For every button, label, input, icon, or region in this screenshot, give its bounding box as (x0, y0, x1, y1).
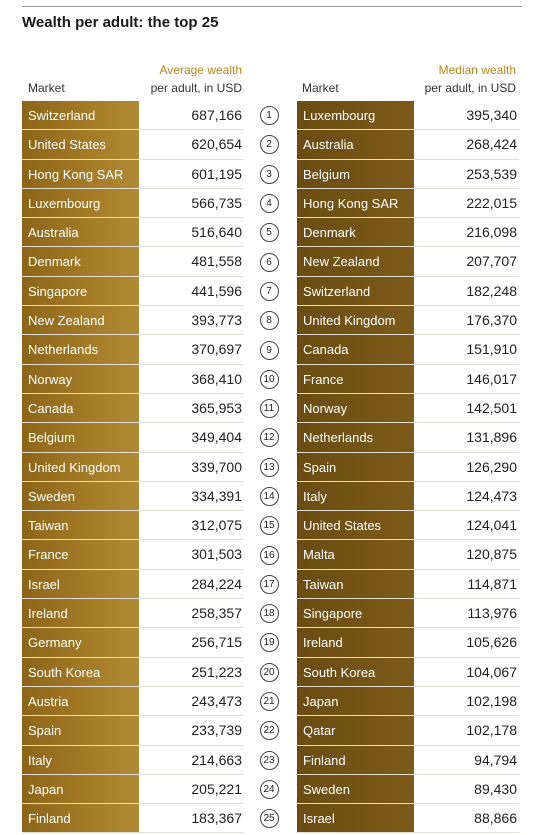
rank-badge: 14 (260, 487, 279, 506)
average-row (22, 658, 244, 687)
average-row (22, 277, 244, 306)
rank-badge: 7 (260, 282, 279, 301)
rank-badge: 13 (260, 458, 279, 477)
median-value-cell: 176,370 (466, 312, 517, 329)
average-market-cell: Hong Kong SAR (22, 160, 139, 188)
rank-badge: 5 (260, 223, 279, 242)
median-value-cell: 131,896 (466, 429, 517, 446)
median-market-cell: Hong Kong SAR (297, 189, 414, 217)
average-market-cell: Israel (22, 570, 139, 598)
average-market-cell: New Zealand (22, 306, 139, 334)
rank-item (255, 394, 283, 423)
median-market-cell: United Kingdom (297, 306, 414, 334)
left-value-header-line2: per adult, in USD (150, 81, 242, 95)
average-market-cell: Denmark (22, 247, 139, 275)
average-market-cell: Netherlands (22, 335, 139, 363)
rank-item (255, 453, 283, 482)
median-value-cell: 207,707 (466, 253, 517, 270)
median-row (297, 775, 519, 804)
average-value-cell: 183,367 (191, 810, 242, 827)
average-market-cell: United States (22, 130, 139, 158)
median-row (297, 247, 519, 276)
average-row (22, 687, 244, 716)
average-wealth-table (22, 101, 244, 833)
median-market-cell: Denmark (297, 218, 414, 246)
rank-item (255, 511, 283, 540)
rank-badge: 11 (260, 399, 279, 418)
rank-item (255, 570, 283, 599)
average-value-cell: 312,075 (191, 517, 242, 534)
rank-item (255, 746, 283, 775)
average-row (22, 130, 244, 159)
median-row (297, 423, 519, 452)
median-value-cell: 102,178 (466, 722, 517, 739)
median-value-cell: 395,340 (466, 107, 517, 123)
rank-badge: 20 (260, 663, 279, 682)
median-market-cell: Norway (297, 394, 414, 422)
median-row (297, 804, 519, 833)
average-value-cell: 205,221 (191, 780, 242, 797)
average-market-cell: Taiwan (22, 511, 139, 539)
average-row (22, 716, 244, 745)
median-value-cell: 126,290 (466, 458, 517, 475)
average-market-cell: Ireland (22, 599, 139, 627)
median-row (297, 716, 519, 745)
rank-item (255, 599, 283, 628)
right-value-header-line1: Median wealth (438, 63, 516, 77)
median-value-cell: 88,866 (474, 810, 517, 827)
average-row (22, 482, 244, 511)
top-rule (22, 6, 522, 7)
median-value-cell: 104,067 (466, 663, 517, 680)
rank-item (255, 482, 283, 511)
rank-badge: 19 (260, 633, 279, 652)
median-value-cell: 182,248 (466, 282, 517, 299)
rank-badge: 21 (260, 692, 279, 711)
median-row (297, 453, 519, 482)
rank-item (255, 335, 283, 364)
average-row (22, 570, 244, 599)
average-value-cell: 339,700 (191, 458, 242, 475)
rank-item (255, 775, 283, 804)
average-row (22, 218, 244, 247)
average-market-cell: Norway (22, 365, 139, 393)
average-row (22, 511, 244, 540)
average-row (22, 599, 244, 628)
median-market-cell: France (297, 365, 414, 393)
rank-item (255, 804, 283, 833)
median-row (297, 570, 519, 599)
median-value-cell: 105,626 (466, 634, 517, 651)
median-value-cell: 120,875 (466, 546, 517, 563)
average-market-cell: Germany (22, 628, 139, 656)
median-market-cell: Taiwan (297, 570, 414, 598)
average-market-cell: Italy (22, 746, 139, 774)
rank-column (255, 101, 283, 833)
average-row (22, 804, 244, 833)
average-row (22, 189, 244, 218)
average-market-cell: South Korea (22, 658, 139, 686)
median-row (297, 599, 519, 628)
average-market-cell: Australia (22, 218, 139, 246)
median-value-cell: 102,198 (466, 692, 517, 709)
rank-item (255, 306, 283, 335)
right-market-header: Market (302, 81, 339, 95)
average-row (22, 101, 244, 130)
average-market-cell: France (22, 540, 139, 568)
rank-item (255, 423, 283, 452)
median-row (297, 746, 519, 775)
median-row (297, 365, 519, 394)
rank-item (255, 101, 283, 130)
average-row (22, 540, 244, 569)
average-market-cell: United Kingdom (22, 453, 139, 481)
average-row (22, 423, 244, 452)
average-value-cell: 233,739 (191, 722, 242, 739)
median-row (297, 130, 519, 159)
rank-item (255, 687, 283, 716)
page-title: Wealth per adult: the top 25 (22, 14, 219, 31)
median-row (297, 189, 519, 218)
average-value-cell: 620,654 (191, 136, 242, 153)
average-row (22, 306, 244, 335)
rank-item (255, 628, 283, 657)
median-market-cell: Malta (297, 540, 414, 568)
median-market-cell: South Korea (297, 658, 414, 686)
rank-badge: 17 (260, 575, 279, 594)
median-row (297, 628, 519, 657)
average-value-cell: 687,166 (191, 107, 242, 123)
median-market-cell: United States (297, 511, 414, 539)
median-row (297, 306, 519, 335)
median-row (297, 335, 519, 364)
average-row (22, 247, 244, 276)
median-market-cell: Sweden (297, 775, 414, 803)
right-value-header (405, 61, 516, 97)
right-value-header-line2: per adult, in USD (424, 81, 516, 95)
median-value-cell: 146,017 (466, 370, 517, 387)
rank-badge: 2 (260, 135, 279, 154)
rank-item (255, 218, 283, 247)
median-market-cell: Japan (297, 687, 414, 715)
average-value-cell: 256,715 (191, 634, 242, 651)
average-value-cell: 243,473 (191, 692, 242, 709)
median-row (297, 277, 519, 306)
rank-badge: 8 (260, 311, 279, 330)
average-row (22, 160, 244, 189)
median-value-cell: 113,976 (467, 605, 517, 622)
median-market-cell: Netherlands (297, 423, 414, 451)
rank-item (255, 540, 283, 569)
average-row (22, 746, 244, 775)
rank-item (255, 189, 283, 218)
rank-item (255, 277, 283, 306)
average-market-cell: Canada (22, 394, 139, 422)
average-value-cell: 481,558 (191, 253, 242, 270)
median-value-cell: 253,539 (466, 165, 517, 182)
median-value-cell: 151,910 (466, 341, 517, 358)
rank-badge: 12 (260, 428, 279, 447)
median-value-cell: 89,430 (474, 780, 517, 797)
average-market-cell: Spain (22, 716, 139, 744)
average-value-cell: 214,663 (191, 751, 242, 768)
rank-item (255, 160, 283, 189)
left-value-header (138, 61, 242, 97)
median-row (297, 482, 519, 511)
rank-badge: 18 (260, 604, 279, 623)
rank-badge: 4 (260, 194, 279, 213)
average-value-cell: 368,410 (191, 370, 242, 387)
rank-item (255, 365, 283, 394)
median-market-cell: Ireland (297, 628, 414, 656)
average-market-cell: Belgium (22, 423, 139, 451)
average-value-cell: 334,391 (191, 487, 242, 504)
rank-item (255, 130, 283, 159)
average-row (22, 365, 244, 394)
average-value-cell: 301,503 (191, 546, 242, 563)
rank-badge: 1 (260, 106, 279, 125)
average-value-cell: 566,735 (191, 194, 242, 211)
average-market-cell: Finland (22, 804, 139, 832)
average-market-cell: Singapore (22, 277, 139, 305)
average-value-cell: 441,596 (191, 282, 242, 299)
average-value-cell: 516,640 (191, 224, 242, 241)
average-market-cell: Sweden (22, 482, 139, 510)
rank-badge: 6 (260, 253, 279, 272)
median-market-cell: Israel (297, 804, 414, 832)
average-row (22, 453, 244, 482)
median-value-cell: 94,794 (474, 751, 517, 768)
rank-badge: 16 (260, 546, 279, 565)
rank-badge: 22 (260, 721, 279, 740)
median-market-cell: Belgium (297, 160, 414, 188)
average-row (22, 394, 244, 423)
median-row (297, 394, 519, 423)
median-row (297, 687, 519, 716)
rank-badge: 10 (260, 370, 279, 389)
median-row (297, 540, 519, 569)
median-wealth-table (297, 101, 519, 833)
average-value-cell: 393,773 (191, 312, 242, 329)
median-value-cell: 222,015 (466, 194, 517, 211)
median-value-cell: 124,473 (466, 487, 517, 504)
average-row (22, 775, 244, 804)
average-value-cell: 349,404 (191, 429, 242, 446)
median-market-cell: Finland (297, 746, 414, 774)
rank-badge: 25 (260, 809, 279, 828)
left-market-header: Market (28, 81, 65, 95)
average-value-cell: 284,224 (191, 575, 242, 592)
average-row (22, 335, 244, 364)
average-value-cell: 601,195 (191, 165, 242, 182)
median-value-cell: 216,098 (466, 224, 517, 241)
average-value-cell: 258,357 (191, 605, 242, 622)
median-market-cell: Canada (297, 335, 414, 363)
median-value-cell: 124,041 (466, 517, 517, 534)
average-market-cell: Japan (22, 775, 139, 803)
median-market-cell: Singapore (297, 599, 414, 627)
median-row (297, 218, 519, 247)
average-market-cell: Switzerland (22, 101, 139, 129)
median-market-cell: Switzerland (297, 277, 414, 305)
median-market-cell: New Zealand (297, 247, 414, 275)
average-market-cell: Austria (22, 687, 139, 715)
rank-badge: 23 (260, 751, 279, 770)
rank-badge: 15 (260, 516, 279, 535)
rank-item (255, 247, 283, 276)
median-market-cell: Australia (297, 130, 414, 158)
rank-badge: 3 (260, 165, 279, 184)
rank-badge: 24 (260, 780, 279, 799)
median-value-cell: 114,871 (467, 575, 517, 592)
average-value-cell: 365,953 (191, 399, 242, 416)
rank-item (255, 716, 283, 745)
median-market-cell: Spain (297, 453, 414, 481)
rank-badge: 9 (260, 341, 279, 360)
median-row (297, 160, 519, 189)
median-value-cell: 142,501 (466, 399, 517, 416)
median-value-cell: 268,424 (466, 136, 517, 153)
median-row (297, 101, 519, 130)
rank-item (255, 658, 283, 687)
median-market-cell: Qatar (297, 716, 414, 744)
average-row (22, 628, 244, 657)
left-value-header-line1: Average wealth (159, 63, 242, 77)
median-row (297, 511, 519, 540)
average-market-cell: Luxembourg (22, 189, 139, 217)
average-value-cell: 370,697 (191, 341, 242, 358)
average-value-cell: 251,223 (191, 663, 242, 680)
median-market-cell: Italy (297, 482, 414, 510)
median-market-cell: Luxembourg (297, 101, 414, 129)
median-row (297, 658, 519, 687)
